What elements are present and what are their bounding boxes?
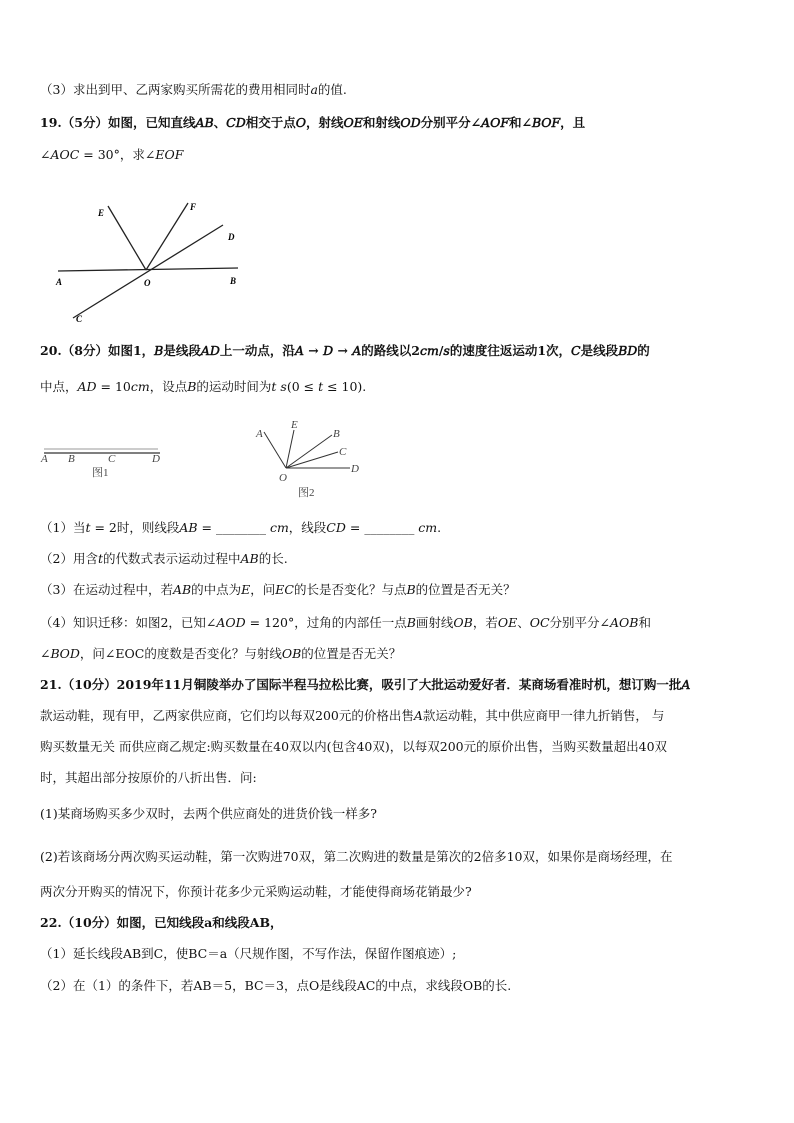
q20-fig2-ray-oe [286,430,294,468]
q20-part2: （2）用含𝑡的代数式表示运动过程中𝐴𝐵的长. [40,551,288,566]
q19-label-e: E [98,208,105,218]
q19-label-b: B [230,276,237,286]
q19-stem-line2: ∠𝐴𝑂𝐶 = 30°，求∠𝐸𝑂𝐹 [40,147,184,162]
q21-part1: (1)某商场购买多少双时，去两个供应商处的进货价钱一样多? [40,806,377,821]
q20-fig2-caption: 图2 [298,487,315,499]
q21-stem-line2: 款运动鞋，现有甲，乙两家供应商，它们均以每双200元的价格出售𝐴款运动鞋，其中供应商甲一律九折销售， 与 [40,708,665,723]
q18-part3: （3）求出到甲、乙两家购买所需花的费用相同时𝑎的值. [40,82,347,97]
q20-part4-line2: ∠𝐵𝑂𝐷，问∠EOC的度数是否变化？与射线𝑂𝐵的位置是否无关？ [40,646,402,661]
q19-line-cd [73,225,223,318]
q20-figure2 [250,418,370,503]
q21-stem-line4: 时，其超出部分按原价的八折出售．问: [40,770,257,785]
q20-fig2-label-a: A [256,428,263,440]
q20-part3: （3）在运动过程中，若𝐴𝐵的中点为𝐸，问𝐸𝐶的长是否变化？与点𝐵的位置是否无关？ [40,582,516,597]
q19-label-d: D [228,232,235,242]
q20-stem-line1: 20.（8分）如图1，𝐵是线段𝐴𝐷上一动点，沿𝐴 → 𝐷 → 𝐴的路线以2𝑐𝑚/𝑠的速度往返运动1次，𝐶是线段𝐵𝐷的 [40,343,650,358]
q21-stem-line1: 21.（10分）2019年11月铜陵举办了国际半程马拉松比赛，吸引了大批运动爱好者．某商场看准时机，想订购一批𝐴 [40,677,691,692]
q19-ray-oe [108,206,146,270]
q20-fig2-ray-oc [286,452,338,468]
q20-part4-line1: （4）知识迁移：如图2，已知∠𝐴𝑂𝐷 = 120°，过角的内部任一点𝐵画射线𝑂𝐵，若𝑂𝐸、𝑂𝐶分别平分∠𝐴𝑂𝐵和 [40,615,651,630]
q20-fig2-label-o: O [279,472,287,484]
q22-part2: （2）在（1）的条件下，若AB＝5，BC＝3，点O是线段AC的中点，求线段OB的长. [40,978,512,993]
q22-stem: 22.（10分）如图，已知线段a和线段AB， [40,915,283,930]
q21-part2-line1: (2)若该商场分两次购买运动鞋，第一次购进70双，第二次购进的数量是第次的2倍多10双，如果你是商场经理，在 [40,849,673,864]
q20-part1: （1）当𝑡 = 2时，则线段𝐴𝐵 = ________ 𝑐𝑚，线段𝐶𝐷 = ________ 𝑐𝑚. [40,520,442,535]
q20-fig1-label-c: C [108,453,116,465]
q20-fig2-label-b: B [333,428,340,440]
q19-line-ab [58,268,238,271]
q20-stem-line2: 中点，𝐴𝐷 = 10𝑐𝑚，设点𝐵的运动时间为𝑡 𝑠(0 ≤ 𝑡 ≤ 10). [40,379,367,394]
q20-fig1-caption: 图1 [92,467,109,479]
q20-fig2-ray-oa [264,432,286,468]
q21-stem-line3: 购买数量无关 而供应商乙规定:购买数量在40双以内(包含40双)，以每双200元的原价出售，当购买数量超出40双 [40,739,668,754]
q20-fig2-label-d: D [351,463,359,475]
q20-fig2-label-c: C [339,446,347,458]
q22-part1: （1）延长线段AB到C，使BC＝a（尺规作图，不写作法，保留作图痕迹）; [40,946,457,961]
q20-figure1 [40,440,170,480]
q21-part2-line2: 两次分开购买的情况下，你预计花多少元采购运动鞋，才能使得商场花销最少? [40,884,472,899]
q20-fig2-ray-ob [286,435,332,468]
q19-figure [48,198,248,323]
q19-stem-line1: 19.（5分）如图，已知直线𝐴𝐵、𝐶𝐷相交于点𝑂，射线𝑂𝐸和射线𝑂𝐷分别平分∠𝐴𝑂𝐹和∠𝐵𝑂𝐹，且 [40,115,586,130]
q19-label-a: A [56,277,63,287]
q20-fig1-label-d: D [152,453,160,465]
q20-fig1-label-b: B [68,453,75,465]
q19-label-c: C [76,314,83,323]
q19-label-o: O [144,278,151,288]
q20-fig2-label-e: E [291,419,298,431]
q19-label-f: F [190,202,197,212]
q20-fig1-label-a: A [41,453,48,465]
